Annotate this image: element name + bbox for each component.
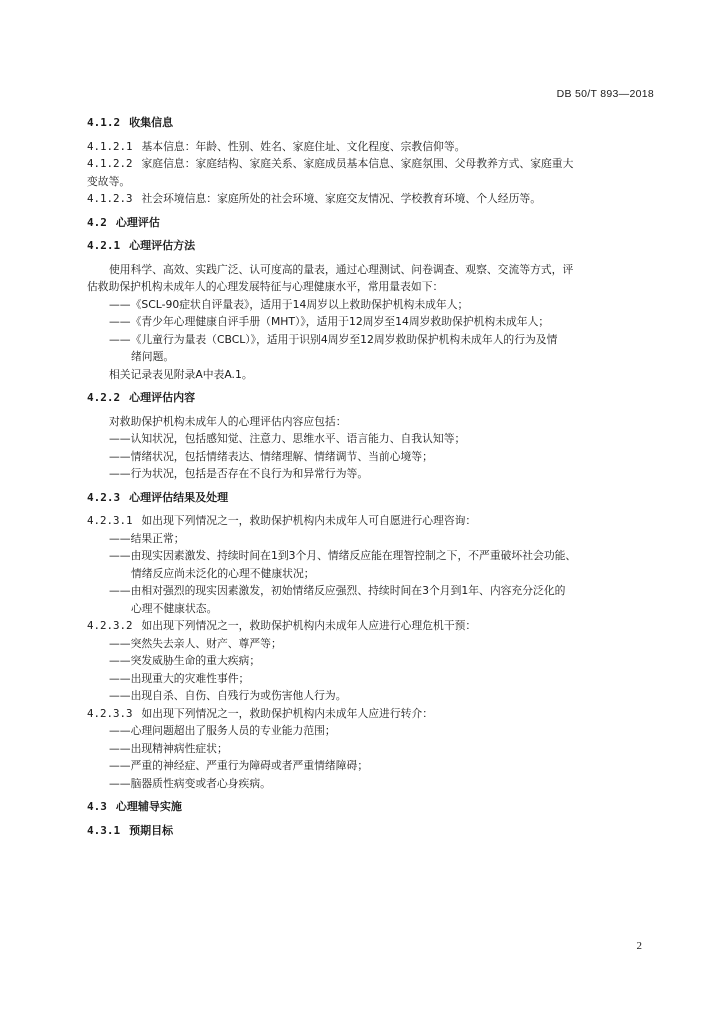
list-item-cont: 心理不健康状态。 bbox=[131, 601, 218, 615]
list-item: ——行为状况，包括是否存在不良行为和异常行为等。 bbox=[109, 467, 369, 480]
clause-number: 4.1.2.2 bbox=[87, 157, 133, 170]
section-title: 心理评估 bbox=[115, 215, 160, 229]
list-item: ——出现自杀、自伤、自残行为或伤害他人行为。 bbox=[109, 689, 347, 702]
list-item: ——出现精神病性症状； bbox=[109, 741, 228, 755]
heading-4-2-1 bbox=[87, 237, 657, 255]
list-item: ——严重的神经症、严重行为障碍或者严重情绪障碍； bbox=[109, 759, 369, 772]
clause-text: 如出现下列情况之一，救助保护机构内未成年人应进行转介： bbox=[141, 706, 434, 720]
paragraph-cont: 估救助保护机构未成年人的心理发展特征与心理健康水平，常用量表如下： bbox=[87, 280, 444, 293]
clause-4-1-2-3 bbox=[87, 190, 657, 208]
list-item: ——《SCL-90症状自评量表》，适用于14周岁以上救助保护机构未成年人； bbox=[109, 297, 469, 311]
paragraph: 使用科学、高效、实践广泛、认可度高的量表，通过心理测试、问卷调查、观察、交流等方式，评 bbox=[109, 262, 574, 276]
heading-4-2-2 bbox=[87, 389, 657, 407]
list-item-cont: 绪问题。 bbox=[131, 350, 175, 363]
clause-text: 家庭信息：家庭结构、家庭关系、家庭成员基本信息、家庭氛围、父母教养方式、家庭重大 bbox=[141, 157, 574, 170]
section-number: 4.2 bbox=[87, 215, 107, 229]
list-item: ——由相对强烈的现实因素激发，初始情绪反应强烈、持续时间在3个月到1年、内容充分泛化的 bbox=[109, 584, 566, 597]
list-item: ——《儿童行为量表（CBCL）》，适用于识别4周岁至12周岁救助保护机构未成年人的行为及情 bbox=[109, 332, 558, 346]
list-item: ——脑器质性病变或者心身疾病。 bbox=[109, 776, 271, 790]
clause-number: 4.1.2.3 bbox=[87, 192, 133, 205]
clause-number: 4.1.2.1 bbox=[87, 139, 133, 153]
heading-4-2-3 bbox=[87, 489, 657, 507]
paragraph: 对救助保护机构未成年人的心理评估内容应包括： bbox=[109, 414, 347, 428]
clause-text: 社会环境信息：家庭所处的社会环境、家庭交友情况、学校教育环境、个人经历等。 bbox=[141, 192, 541, 205]
list-item: ——突然失去亲人、财产、尊严等； bbox=[109, 636, 282, 650]
clause-4-2-3-1 bbox=[87, 512, 657, 530]
clause-4-1-2-1 bbox=[87, 138, 657, 156]
clause-text: 基本信息：年龄、性别、姓名、家庭住址、文化程度、宗教信仰等。 bbox=[141, 139, 466, 153]
heading-4-3-1 bbox=[87, 822, 657, 840]
list-item: ——情绪状况，包括情绪表达、情绪理解、情绪调节、当前心境等； bbox=[109, 449, 433, 463]
clause-4-2-3-2 bbox=[87, 617, 657, 635]
heading-4-2 bbox=[87, 214, 657, 232]
list-item: ——由现实因素激发、持续时间在1到3个月、情绪反应能在理智控制之下，不严重破坏社会功能、 bbox=[109, 549, 577, 562]
section-title: 预期目标 bbox=[129, 823, 174, 837]
section-number: 4.3.1 bbox=[87, 823, 121, 837]
section-title: 收集信息 bbox=[129, 116, 174, 129]
list-item: ——心理问题超出了服务人员的专业能力范围； bbox=[109, 724, 336, 737]
section-number: 4.2.3 bbox=[87, 490, 121, 504]
clause-4-1-2-2 bbox=[87, 155, 657, 173]
section-number: 4.3 bbox=[87, 800, 107, 813]
clause-number: 4.2.3.3 bbox=[87, 706, 133, 720]
list-item-cont: 情绪反应尚未泛化的心理不健康状况； bbox=[131, 566, 315, 580]
list-item: ——结果正常； bbox=[109, 531, 185, 545]
document-body bbox=[87, 114, 657, 839]
list-item: ——出现重大的灾难性事件； bbox=[109, 671, 250, 685]
section-number: 4.2.2 bbox=[87, 391, 121, 404]
clause-4-1-2-2-cont: 变故等。 bbox=[87, 174, 131, 188]
clause-number: 4.2.3.2 bbox=[87, 619, 133, 632]
page-number: 2 bbox=[636, 940, 642, 952]
section-title: 心理评估结果及处理 bbox=[129, 490, 229, 504]
section-number: 4.1.2 bbox=[87, 116, 121, 129]
clause-text: 如出现下列情况之一，救助保护机构内未成年人应进行心理危机干预： bbox=[141, 619, 477, 632]
standard-code: DB 50/T 893—2018 bbox=[556, 88, 654, 100]
clause-4-2-3-3 bbox=[87, 705, 657, 723]
section-title: 心理辅导实施 bbox=[115, 800, 182, 813]
section-title: 心理评估内容 bbox=[129, 391, 196, 404]
list-item: ——《青少年心理健康自评手册（MHT）》，适用于12周岁至14周岁救助保护机构未成年人； bbox=[109, 315, 550, 328]
list-item: ——突发威胁生命的重大疾病； bbox=[109, 654, 261, 667]
note: 相关记录表见附录A中表A.1。 bbox=[109, 367, 253, 381]
clause-number: 4.2.3.1 bbox=[87, 514, 133, 527]
section-title: 心理评估方法 bbox=[129, 239, 196, 252]
clause-text: 如出现下列情况之一，救助保护机构内未成年人可自愿进行心理咨询： bbox=[141, 514, 477, 527]
heading-4-3 bbox=[87, 798, 657, 816]
section-number: 4.2.1 bbox=[87, 239, 121, 252]
heading-4-1-2 bbox=[87, 114, 657, 132]
list-item: ——认知状况，包括感知觉、注意力、思维水平、语言能力、自我认知等； bbox=[109, 432, 466, 445]
